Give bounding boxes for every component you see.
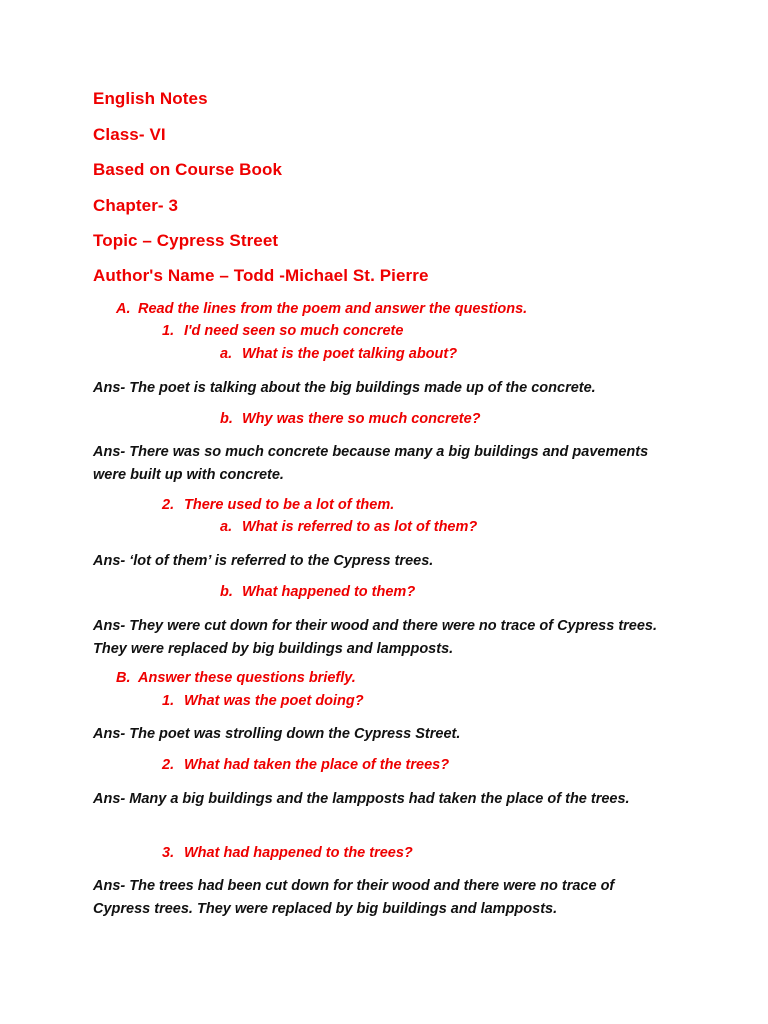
author-line: Author's Name – Todd -Michael St. Pierre [93,266,429,285]
topic-line: Topic – Cypress Street [93,231,279,250]
question-b3-text: What had happened to the trees? [184,845,413,861]
class-line: Class- VI [93,125,166,144]
chapter-line: Chapter- 3 [93,196,179,215]
question-a2b-marker: b. [220,584,233,600]
question-b2-marker: 2. [162,757,175,773]
question-a2-text: There used to be a lot of them. [184,497,395,513]
question-a1b-marker: b. [220,411,233,427]
answer-a2a: Ans- ‘lot of them’ is referred to the Cypress trees. [93,553,434,569]
question-b1-marker: 1. [162,693,175,709]
question-a2a-marker: a. [220,519,233,535]
question-b3-marker: 3. [162,845,175,861]
question-a1-text: I'd need seen so much concrete [184,323,404,339]
question-a2a [220,519,477,535]
question-b2-text: What had taken the place of the trees? [184,757,450,773]
doc-title: English Notes [93,89,208,108]
section-a-marker: A. [116,301,131,317]
answer-a1a: Ans- The poet is talking about the big buildings made up of the concrete. [93,380,596,396]
section-a-heading [116,301,527,317]
question-a1a-text: What is the poet talking about? [242,346,458,362]
section-b-marker: B. [116,670,131,686]
question-a1b-text: Why was there so much concrete? [242,411,481,427]
question-a1-marker: 1. [162,323,175,339]
course-book-line: Based on Course Book [93,160,283,179]
question-a1a [220,346,457,362]
question-a2b [220,584,415,600]
answer-b2: Ans- Many a big buildings and the lampposts had taken the place of the trees. [93,791,630,807]
question-a1a-marker: a. [220,346,233,362]
question-a2b-text: What happened to them? [242,584,416,600]
answer-b1: Ans- The poet was strolling down the Cypress Street. [93,726,461,742]
question-b3 [162,845,413,861]
question-b2 [162,757,449,773]
question-a2 [162,497,394,513]
question-a1b [220,411,481,427]
section-b-title: Answer these questions briefly. [138,670,356,686]
answer-a1b: Ans- There was so much concrete because many a big buildings and pavements were built up with concrete. [93,444,649,483]
question-a2-marker: 2. [162,497,175,513]
question-a1 [162,323,403,339]
answer-b3: Ans- The trees had been cut down for their wood and there were no trace of Cypress trees. They were replaced by big buildings and lampposts. [93,878,615,917]
question-b1 [162,693,364,709]
question-b1-text: What was the poet doing? [184,693,364,709]
question-a2a-text: What is referred to as lot of them? [242,519,478,535]
section-b-heading [116,670,356,686]
section-a-title: Read the lines from the poem and answer the questions. [138,301,528,317]
answer-a2b: Ans- They were cut down for their wood and there were no trace of Cypress trees. They were replaced by big buildings and lampposts. [93,618,658,657]
